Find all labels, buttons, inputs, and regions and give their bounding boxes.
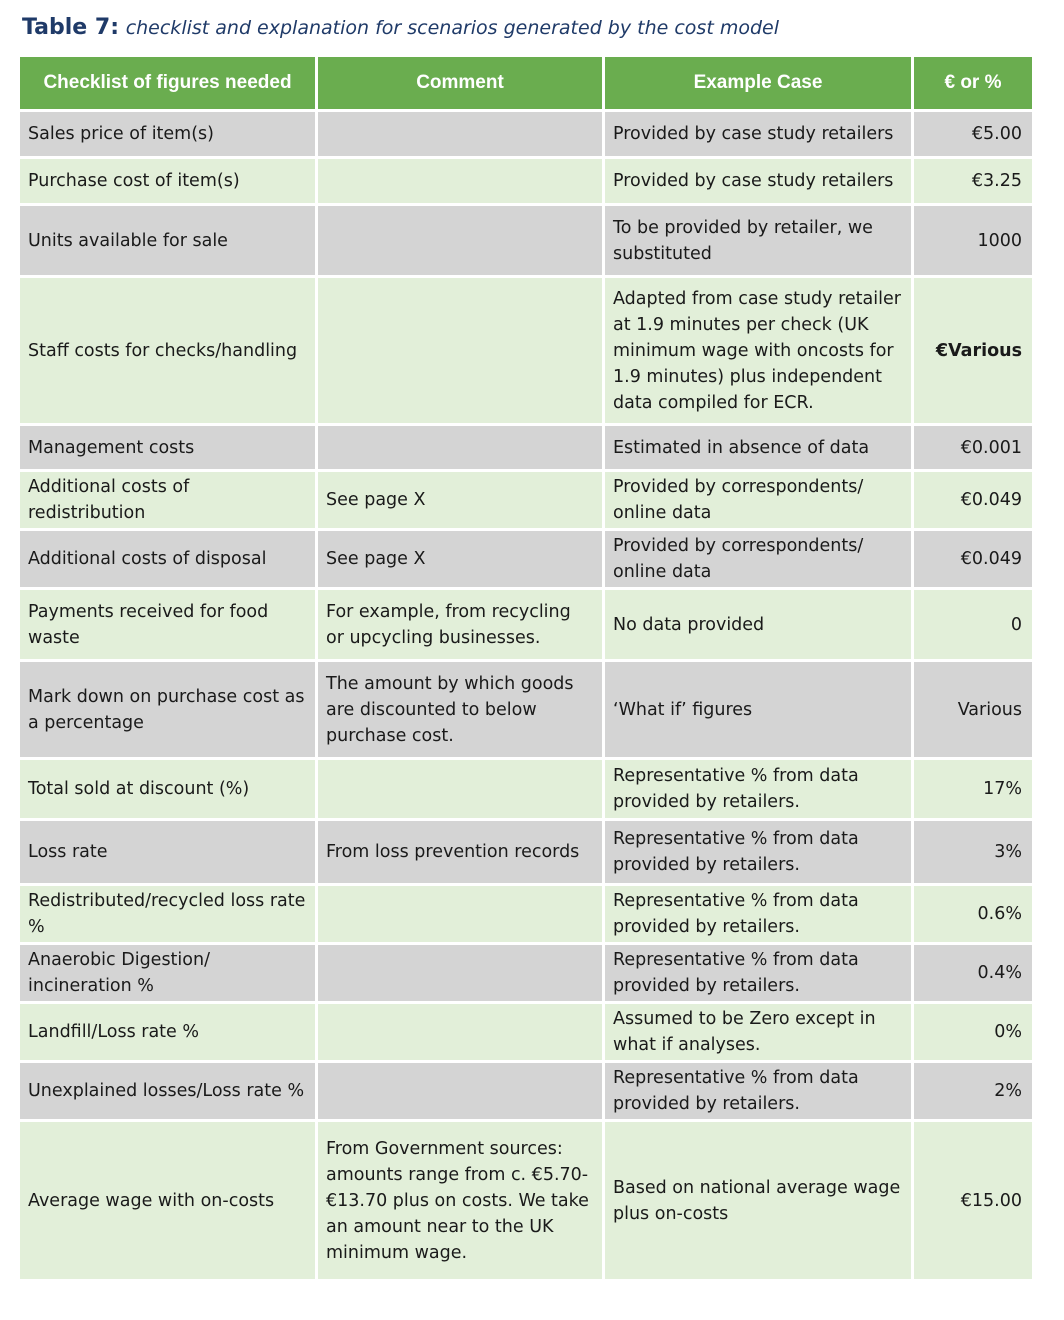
table-row (20, 662, 1032, 757)
table-row (20, 278, 1032, 423)
cell-example: Representative % from data provided by retailers. (605, 945, 911, 1001)
cell-item: Units available for sale (20, 206, 315, 275)
cell-item: Mark down on purchase cost as a percentage (20, 662, 315, 757)
cell-example: To be provided by retailer, we substituted (605, 206, 911, 275)
cell-comment (318, 206, 602, 275)
cell-item: Redistributed/recycled loss rate % (20, 886, 315, 942)
cell-comment (318, 760, 602, 818)
cell-item: Average wage with on-costs (20, 1122, 315, 1279)
cell-value: €0.049 (914, 472, 1032, 528)
table-row (20, 821, 1032, 883)
header-example-case: Example Case (605, 57, 911, 109)
cell-item: Additional costs of disposal (20, 531, 315, 587)
cell-example: Representative % from data provided by retailers. (605, 886, 911, 942)
cell-value: €0.001 (914, 426, 1032, 469)
header-value: € or % (914, 57, 1032, 109)
cell-comment: See page X (318, 531, 602, 587)
cell-value: 1000 (914, 206, 1032, 275)
cell-comment: See page X (318, 472, 602, 528)
cell-comment: For example, from recycling or upcycling businesses. (318, 590, 602, 659)
table-row (20, 590, 1032, 659)
cell-comment: From Government sources: amounts range from c. €5.70-€13.70 plus on costs. We take an amount near to the UK minimum wage. (318, 1122, 602, 1279)
cell-value: 0% (914, 1004, 1032, 1060)
table-caption-label: Table 7: (22, 15, 119, 40)
cell-example: ‘What if’ figures (605, 662, 911, 757)
cell-item: Sales price of item(s) (20, 112, 315, 156)
cell-value: 0.4% (914, 945, 1032, 1001)
table-row (20, 886, 1032, 942)
table-row (20, 760, 1032, 818)
cell-item: Purchase cost of item(s) (20, 159, 315, 203)
checklist-table (17, 54, 1035, 1282)
cell-value: 2% (914, 1063, 1032, 1119)
cell-comment (318, 426, 602, 469)
cell-value: €15.00 (914, 1122, 1032, 1279)
cell-value: €5.00 (914, 112, 1032, 156)
table-row (20, 112, 1032, 156)
cell-comment (318, 1004, 602, 1060)
cell-comment (318, 945, 602, 1001)
cell-example: Assumed to be Zero except in what if analyses. (605, 1004, 911, 1060)
cell-example: Representative % from data provided by retailers. (605, 760, 911, 818)
cell-value: 17% (914, 760, 1032, 818)
cell-example: Provided by case study retailers (605, 112, 911, 156)
cell-example: No data provided (605, 590, 911, 659)
cell-value: 3% (914, 821, 1032, 883)
table-row (20, 1004, 1032, 1060)
cell-example: Based on national average wage plus on-costs (605, 1122, 911, 1279)
cell-comment (318, 112, 602, 156)
cell-value: 0 (914, 590, 1032, 659)
cell-item: Additional costs of redistribution (20, 472, 315, 528)
cell-item: Unexplained losses/Loss rate % (20, 1063, 315, 1119)
cell-example: Provided by correspondents/ online data (605, 531, 911, 587)
table-row (20, 1122, 1032, 1279)
cell-item: Anaerobic Digestion/ incineration % (20, 945, 315, 1001)
cell-example: Provided by correspondents/ online data (605, 472, 911, 528)
cell-example: Adapted from case study retailer at 1.9 minutes per check (UK minimum wage with oncosts for 1.9 minutes) plus independent data compiled for ECR. (605, 278, 911, 423)
cell-item: Total sold at discount (%) (20, 760, 315, 818)
cell-item: Landfill/Loss rate % (20, 1004, 315, 1060)
table-row (20, 426, 1032, 469)
table-row (20, 472, 1032, 528)
cell-comment: The amount by which goods are discounted to below purchase cost. (318, 662, 602, 757)
cell-comment: From loss prevention records (318, 821, 602, 883)
cell-example: Provided by case study retailers (605, 159, 911, 203)
header-checklist: Checklist of figures needed (20, 57, 315, 109)
cell-value: Various (914, 662, 1032, 757)
cell-item: Payments received for food waste (20, 590, 315, 659)
cell-value: €0.049 (914, 531, 1032, 587)
cell-item: Management costs (20, 426, 315, 469)
cell-example: Representative % from data provided by retailers. (605, 821, 911, 883)
table-caption (22, 12, 779, 43)
cell-comment (318, 886, 602, 942)
table-row (20, 159, 1032, 203)
table-row (20, 945, 1032, 1001)
cell-item: Loss rate (20, 821, 315, 883)
cell-comment (318, 159, 602, 203)
cell-example: Representative % from data provided by retailers. (605, 1063, 911, 1119)
cell-comment (318, 1063, 602, 1119)
cell-value: 0.6% (914, 886, 1032, 942)
table-caption-text: checklist and explanation for scenarios generated by the cost model (125, 17, 779, 39)
cell-example: Estimated in absence of data (605, 426, 911, 469)
table-row (20, 1063, 1032, 1119)
table-row (20, 531, 1032, 587)
table-row (20, 206, 1032, 275)
header-comment: Comment (318, 57, 602, 109)
cell-value: €Various (914, 278, 1032, 423)
table-header-row (20, 57, 1032, 109)
cell-comment (318, 278, 602, 423)
cell-item: Staff costs for checks/handling (20, 278, 315, 423)
cell-value: €3.25 (914, 159, 1032, 203)
